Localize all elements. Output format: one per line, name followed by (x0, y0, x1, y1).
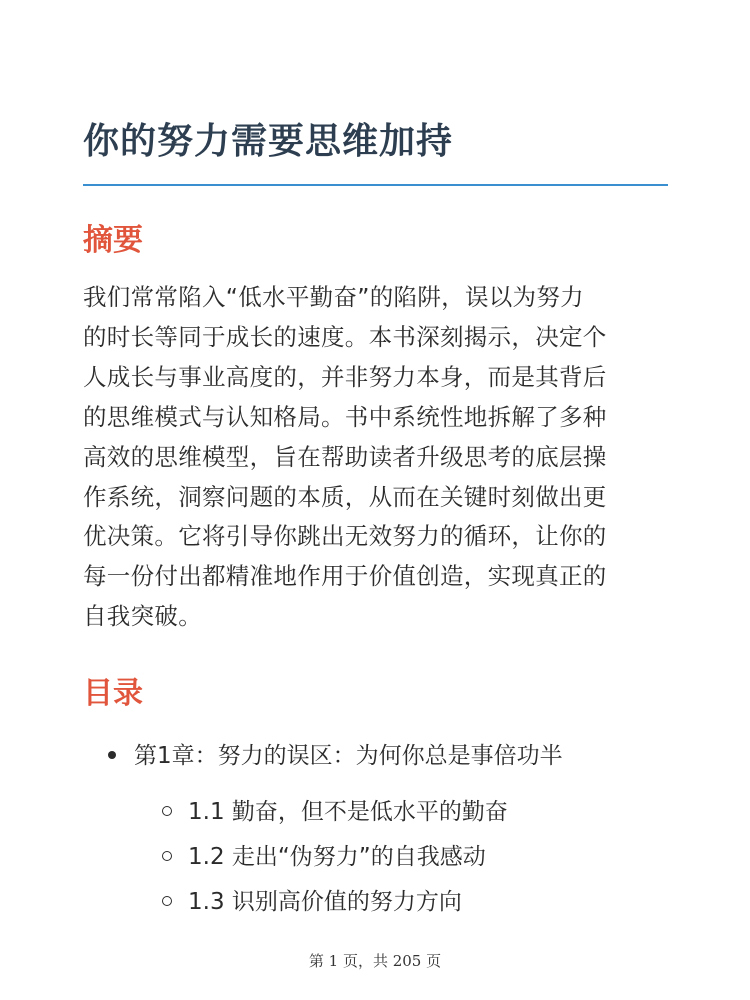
document-title: 你的努力需要思维加持 (83, 121, 454, 162)
toc-heading: 目录 (83, 676, 143, 711)
title-divider (83, 184, 668, 186)
abstract-line: 自我突破。 (83, 602, 202, 631)
toc-section-item[interactable] (162, 841, 486, 873)
bullet-circle-icon (162, 851, 172, 861)
toc-section-label: 1.1 勤奋，但不是低水平的勤奋 (188, 799, 508, 825)
abstract-paragraph (83, 278, 673, 637)
toc-section-label: 1.2 走出“伪努力”的自我感动 (188, 844, 486, 870)
toc-chapter-item[interactable] (108, 740, 563, 772)
abstract-heading: 摘要 (83, 223, 143, 258)
bullet-circle-icon (162, 806, 172, 816)
abstract-line: 高效的思维模型，旨在帮助读者升级思考的底层操 (83, 442, 607, 471)
abstract-line: 的思维模式与认知格局。书中系统性地拆解了多种 (83, 402, 607, 431)
abstract-line: 作系统，洞察问题的本质，从而在关键时刻做出更 (83, 482, 607, 511)
toc-section-item[interactable] (162, 886, 462, 918)
toc-section-label: 1.3 识别高价值的努力方向 (188, 889, 462, 915)
bullet-disc-icon (108, 751, 116, 759)
abstract-line: 优决策。它将引导你跳出无效努力的循环，让你的 (83, 522, 607, 551)
abstract-line: 人成长与事业高度的，并非努力本身，而是其背后 (83, 362, 607, 391)
toc-chapter-label: 第1章：努力的误区：为何你总是事倍功半 (134, 743, 563, 769)
abstract-line: 的时长等同于成长的速度。本书深刻揭示，决定个 (83, 322, 607, 351)
page-footer: 第 1 页，共 205 页 (308, 952, 442, 970)
toc-section-item[interactable] (162, 796, 508, 828)
bullet-circle-icon (162, 896, 172, 906)
abstract-line: 每一份付出都精准地作用于价值创造，实现真正的 (83, 562, 607, 591)
abstract-line: 我们常常陷入“低水平勤奋”的陷阱，误以为努力 (83, 283, 584, 311)
